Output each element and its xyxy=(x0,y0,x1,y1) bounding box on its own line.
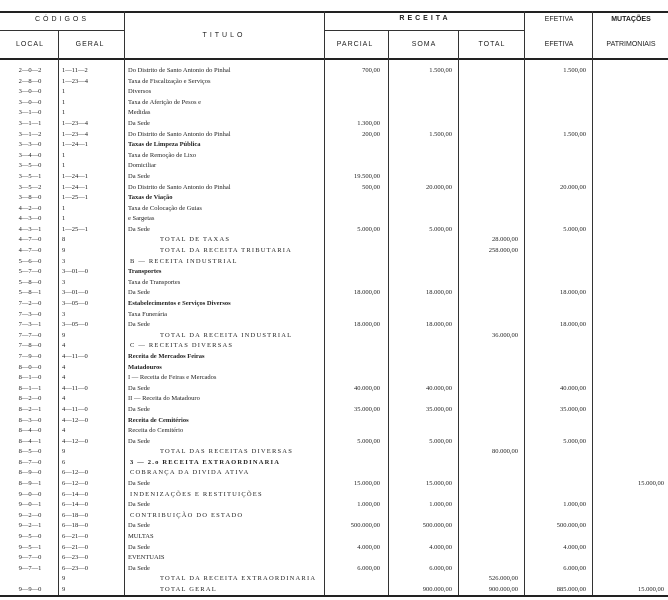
cell-geral: 6—18—0 xyxy=(62,522,88,529)
cell-title: TOTAL DA RECEITA EXTRAORDINARIA xyxy=(160,575,317,582)
cell-soma: 15.000,00 xyxy=(426,480,452,487)
cell-title: I — Receita de Feiras e Mercados xyxy=(128,374,217,381)
top-rule xyxy=(0,11,668,13)
cell-local: 9—7—1 xyxy=(18,565,42,572)
cell-geral: 6—21—0 xyxy=(62,533,88,540)
codigos-rule xyxy=(0,30,124,31)
cell-geral: 1—25—1 xyxy=(62,226,88,233)
cell-geral: 3 xyxy=(62,311,66,318)
cell-efetiva: 20.000,00 xyxy=(560,184,586,191)
cell-title: B — RECEITA INDUSTRIAL xyxy=(130,258,238,265)
cell-title: Da Sede xyxy=(128,173,150,180)
cell-geral: 4—12—0 xyxy=(62,417,88,424)
cell-total: 258.000,00 xyxy=(488,247,518,254)
cell-local: 9—5—1 xyxy=(18,544,42,551)
cell-local: 8—5—0 xyxy=(18,448,42,455)
cell-geral: 1 xyxy=(62,205,66,212)
cell-geral: 6 xyxy=(62,459,66,466)
col-divider-parcial xyxy=(388,30,389,595)
cell-efetiva: 885.000,00 xyxy=(556,586,586,593)
cell-title: Taxas de Limpeza Pública xyxy=(128,141,201,148)
cell-mut: 15.000,00 xyxy=(638,586,664,593)
cell-title: Taxa de Fiscalização e Serviços xyxy=(128,78,211,85)
cell-geral: 1—23—4 xyxy=(62,78,88,85)
cell-local: 8—4—1 xyxy=(18,438,42,445)
cell-geral: 6—12—0 xyxy=(62,469,88,476)
cell-geral: 3—05—0 xyxy=(62,321,88,328)
cell-title: C — RECEITAS DIVERSAS xyxy=(130,342,234,349)
cell-geral: 8 xyxy=(62,236,66,243)
cell-local: 3—0—0 xyxy=(18,99,42,106)
cell-geral: 4—11—0 xyxy=(62,353,88,360)
cell-local: 8—1—0 xyxy=(18,374,42,381)
cell-title: Da Sede xyxy=(128,522,150,529)
cell-efetiva: 35.000,00 xyxy=(560,406,586,413)
cell-local: 9—2—0 xyxy=(18,512,42,519)
cell-efetiva: 5.000,00 xyxy=(563,438,586,445)
cell-parcial: 500.000,00 xyxy=(350,522,380,529)
cell-local: 7—2—0 xyxy=(18,300,42,307)
col-divider-local xyxy=(58,30,59,595)
cell-title: TOTAL DA RECEITA INDUSTRIAL xyxy=(160,332,293,339)
cell-title: Matadouros xyxy=(128,364,162,371)
cell-title: II — Receita do Matadouro xyxy=(128,395,200,402)
cell-title: CONTRIBUIÇÃO DO ESTADO xyxy=(130,512,244,519)
cell-soma: 1.500,00 xyxy=(429,67,452,74)
header-efetiva-top: EFETIVA xyxy=(544,16,574,23)
cell-local: 7—8—0 xyxy=(18,342,42,349)
cell-title: TOTAL GERAL xyxy=(160,586,217,593)
cell-local: 3—8—0 xyxy=(18,194,42,201)
cell-local: 8—9—1 xyxy=(18,480,42,487)
cell-local: 3—4—0 xyxy=(18,152,42,159)
cell-local: 9—9—0 xyxy=(18,586,42,593)
cell-local: 5—8—0 xyxy=(18,279,42,286)
cell-title: Da Sede xyxy=(128,480,150,487)
cell-title: TOTAL DAS RECEITAS DIVERSAS xyxy=(160,448,294,455)
cell-local: 7—7—0 xyxy=(18,332,42,339)
cell-soma: 6.000,00 xyxy=(429,565,452,572)
cell-geral: 6—18—0 xyxy=(62,512,88,519)
cell-local: 4—7—0 xyxy=(18,247,42,254)
cell-local: 9—2—1 xyxy=(18,522,42,529)
cell-local: 2—0—2 xyxy=(18,67,42,74)
cell-soma: 1.000,00 xyxy=(429,501,452,508)
cell-title: Taxa de Aferição de Pesos e xyxy=(128,99,202,106)
cell-local: 8—7—0 xyxy=(18,459,42,466)
cell-parcial: 19.500,00 xyxy=(354,173,380,180)
cell-geral: 1—24—1 xyxy=(62,141,88,148)
header-codigos: CÓDIGOS xyxy=(34,16,90,23)
cell-title: Da Sede xyxy=(128,438,150,445)
cell-title: COBRANÇA DA DIVIDA ATIVA xyxy=(130,469,250,476)
cell-geral: 1—23—4 xyxy=(62,131,88,138)
cell-title: Receita do Cemitério xyxy=(128,427,184,434)
cell-efetiva: 500.000,00 xyxy=(556,522,586,529)
cell-title: Da Sede xyxy=(128,544,150,551)
header-soma: SOMA xyxy=(411,41,437,48)
cell-geral: 4 xyxy=(62,374,66,381)
cell-parcial: 5.000,00 xyxy=(357,438,380,445)
cell-soma: 20.000,00 xyxy=(426,184,452,191)
cell-parcial: 200,00 xyxy=(362,131,380,138)
cell-soma: 18.000,00 xyxy=(426,321,452,328)
cell-local: 3—1—1 xyxy=(18,120,42,127)
cell-efetiva: 1.000,00 xyxy=(563,501,586,508)
cell-geral: 1—24—1 xyxy=(62,184,88,191)
cell-title: Transportes xyxy=(128,268,162,275)
cell-local: 8—0—0 xyxy=(18,364,42,371)
cell-title: TOTAL DA RECEITA TRIBUTARIA xyxy=(160,247,293,254)
col-divider-soma xyxy=(458,30,459,595)
cell-local: 4—2—0 xyxy=(18,205,42,212)
cell-total: 80.000,00 xyxy=(492,448,518,455)
cell-title: Taxa de Colocação de Guias xyxy=(128,205,202,212)
cell-total: 526.000,00 xyxy=(488,575,518,582)
cell-geral: 1—25—1 xyxy=(62,194,88,201)
cell-geral: 3 xyxy=(62,258,66,265)
header-bottom-rule xyxy=(0,58,668,60)
cell-geral: 4 xyxy=(62,342,66,349)
cell-geral: 9 xyxy=(62,586,66,593)
cell-local: 3—5—1 xyxy=(18,173,42,180)
cell-title: Da Sede xyxy=(128,501,150,508)
cell-local: 2—8—0 xyxy=(18,78,42,85)
cell-geral: 9 xyxy=(62,247,66,254)
cell-efetiva: 18.000,00 xyxy=(560,321,586,328)
cell-title: Do Distrito de Santo Antonio do Pinhal xyxy=(128,184,231,191)
cell-geral: 4—11—0 xyxy=(62,385,88,392)
cell-title: e Sargetas xyxy=(128,215,155,222)
cell-title: Da Sede xyxy=(128,321,150,328)
cell-local: 8—2—0 xyxy=(18,395,42,402)
cell-title: Taxa de Remoção de Lixo xyxy=(128,152,197,159)
header-parcial: PARCIAL xyxy=(336,41,374,48)
cell-title: Taxa de Transportes xyxy=(128,279,181,286)
cell-title: Taxa Funerária xyxy=(128,311,168,318)
cell-total: 28.000,00 xyxy=(492,236,518,243)
cell-geral: 1 xyxy=(62,215,66,222)
cell-title: Da Sede xyxy=(128,289,150,296)
cell-geral: 1—11—2 xyxy=(62,67,88,74)
cell-geral: 9 xyxy=(62,575,66,582)
header-geral: GERAL xyxy=(75,41,105,48)
cell-local: 3—5—0 xyxy=(18,162,42,169)
cell-efetiva: 18.000,00 xyxy=(560,289,586,296)
cell-title: Da Sede xyxy=(128,120,150,127)
cell-title: INDENIZAÇÕES E RESTITUIÇÕES xyxy=(130,491,263,498)
cell-local: 4—3—0 xyxy=(18,215,42,222)
cell-geral: 6—21—0 xyxy=(62,544,88,551)
col-divider-total xyxy=(524,11,525,595)
cell-efetiva: 6.000,00 xyxy=(563,565,586,572)
cell-parcial: 1.300,00 xyxy=(357,120,380,127)
cell-soma: 18.000,00 xyxy=(426,289,452,296)
cell-local: 8—3—0 xyxy=(18,417,42,424)
cell-local: 3—5—2 xyxy=(18,184,42,191)
cell-local: 7—9—0 xyxy=(18,353,42,360)
cell-geral: 1—24—1 xyxy=(62,173,88,180)
cell-title: EVENTUAIS xyxy=(128,554,165,561)
cell-geral: 1 xyxy=(62,88,66,95)
cell-efetiva: 4.000,00 xyxy=(563,544,586,551)
cell-local: 5—8—1 xyxy=(18,289,42,296)
cell-local: 8—4—0 xyxy=(18,427,42,434)
cell-title: Medidas xyxy=(128,109,151,116)
cell-local: 4—3—1 xyxy=(18,226,42,233)
header-patrimoniais: PATRIMONIAIS xyxy=(606,41,656,48)
header-total: TOTAL xyxy=(478,41,506,48)
cell-geral: 3 xyxy=(62,279,66,286)
cell-geral: 9 xyxy=(62,332,66,339)
cell-geral: 3—01—0 xyxy=(62,289,88,296)
bottom-rule xyxy=(0,595,668,597)
cell-local: 8—1—1 xyxy=(18,385,42,392)
cell-soma: 40.000,00 xyxy=(426,385,452,392)
header-local: LOCAL xyxy=(16,41,44,48)
cell-local: 9—5—0 xyxy=(18,533,42,540)
cell-geral: 4 xyxy=(62,364,66,371)
cell-geral: 4 xyxy=(62,427,66,434)
cell-parcial: 5.000,00 xyxy=(357,226,380,233)
cell-soma: 500.000,00 xyxy=(422,522,452,529)
cell-local: 9—0—0 xyxy=(18,491,42,498)
cell-local: 9—0—1 xyxy=(18,501,42,508)
cell-title: Receita de Cemitérios xyxy=(128,417,189,424)
cell-total: 36.000,00 xyxy=(492,332,518,339)
cell-parcial: 1.000,00 xyxy=(357,501,380,508)
cell-local: 3—3—0 xyxy=(18,141,42,148)
cell-total: 900.000,00 xyxy=(488,586,518,593)
cell-efetiva: 40.000,00 xyxy=(560,385,586,392)
cell-local: 7—3—1 xyxy=(18,321,42,328)
cell-local: 4—7—0 xyxy=(18,236,42,243)
cell-soma: 5.000,00 xyxy=(429,226,452,233)
cell-parcial: 6.000,00 xyxy=(357,565,380,572)
cell-geral: 4—12—0 xyxy=(62,438,88,445)
header-efetiva: EFETIVA xyxy=(544,41,574,48)
cell-parcial: 40.000,00 xyxy=(354,385,380,392)
cell-parcial: 18.000,00 xyxy=(354,289,380,296)
cell-title: Do Distrito de Santo Antonio do Pinhal xyxy=(128,67,231,74)
cell-geral: 6—23—0 xyxy=(62,565,88,572)
cell-soma: 4.000,00 xyxy=(429,544,452,551)
cell-local: 3—1—0 xyxy=(18,109,42,116)
cell-soma: 5.000,00 xyxy=(429,438,452,445)
cell-local: 9—7—0 xyxy=(18,554,42,561)
cell-parcial: 15.000,00 xyxy=(354,480,380,487)
cell-title: Da Sede xyxy=(128,406,150,413)
cell-title: Da Sede xyxy=(128,565,150,572)
cell-title: Estabelecimentos e Serviços Diversos xyxy=(128,300,231,307)
cell-soma: 1.500,00 xyxy=(429,131,452,138)
cell-geral: 1—23—4 xyxy=(62,120,88,127)
cell-title: Receita de Mercados Feiras xyxy=(128,353,205,360)
cell-geral: 1 xyxy=(62,162,66,169)
receita-rule xyxy=(324,30,524,31)
cell-title: Da Sede xyxy=(128,226,150,233)
cell-title: Taxas de Viação xyxy=(128,194,173,201)
cell-geral: 6—14—0 xyxy=(62,491,88,498)
cell-title: Do Distrito de Santo Antonio do Pinhal xyxy=(128,131,231,138)
cell-title: Da Sede xyxy=(128,385,150,392)
cell-parcial: 500,00 xyxy=(362,184,380,191)
cell-local: 8—9—0 xyxy=(18,469,42,476)
cell-geral: 3—01—0 xyxy=(62,268,88,275)
cell-geral: 4—11—0 xyxy=(62,406,88,413)
cell-local: 7—3—0 xyxy=(18,311,42,318)
cell-title: MULTAS xyxy=(128,533,154,540)
header-titulo: TITULO xyxy=(202,32,246,39)
cell-title: TOTAL DE TAXAS xyxy=(160,236,231,243)
cell-parcial: 700,00 xyxy=(362,67,380,74)
cell-parcial: 18.000,00 xyxy=(354,321,380,328)
cell-local: 5—6—0 xyxy=(18,258,42,265)
cell-efetiva: 1.500,00 xyxy=(563,131,586,138)
header-mutacoes: MUTAÇÕES xyxy=(611,16,651,23)
cell-efetiva: 1.500,00 xyxy=(563,67,586,74)
cell-title: Domiciliar xyxy=(128,162,157,169)
cell-geral: 9 xyxy=(62,448,66,455)
cell-geral: 1 xyxy=(62,109,66,116)
cell-title: Diversos xyxy=(128,88,152,95)
cell-geral: 4 xyxy=(62,395,66,402)
cell-mut: 15.000,00 xyxy=(638,480,664,487)
cell-efetiva: 5.000,00 xyxy=(563,226,586,233)
cell-local: 3—1—2 xyxy=(18,131,42,138)
cell-geral: 1 xyxy=(62,99,66,106)
cell-local: 5—7—0 xyxy=(18,268,42,275)
col-divider-geral xyxy=(124,11,125,595)
cell-title: 3 — 2.o RECEITA EXTRAORDINARIA xyxy=(130,459,281,466)
col-divider-efetiva xyxy=(592,11,593,595)
cell-parcial: 35.000,00 xyxy=(354,406,380,413)
cell-local: 3—0—0 xyxy=(18,88,42,95)
cell-geral: 3—05—0 xyxy=(62,300,88,307)
cell-geral: 6—23—0 xyxy=(62,554,88,561)
cell-parcial: 4.000,00 xyxy=(357,544,380,551)
header-receita: RECEITA xyxy=(399,15,451,22)
cell-soma: 35.000,00 xyxy=(426,406,452,413)
cell-local: 8—2—1 xyxy=(18,406,42,413)
cell-geral: 1 xyxy=(62,152,66,159)
cell-geral: 6—12—0 xyxy=(62,480,88,487)
cell-geral: 6—14—0 xyxy=(62,501,88,508)
cell-soma: 900.000,00 xyxy=(422,586,452,593)
